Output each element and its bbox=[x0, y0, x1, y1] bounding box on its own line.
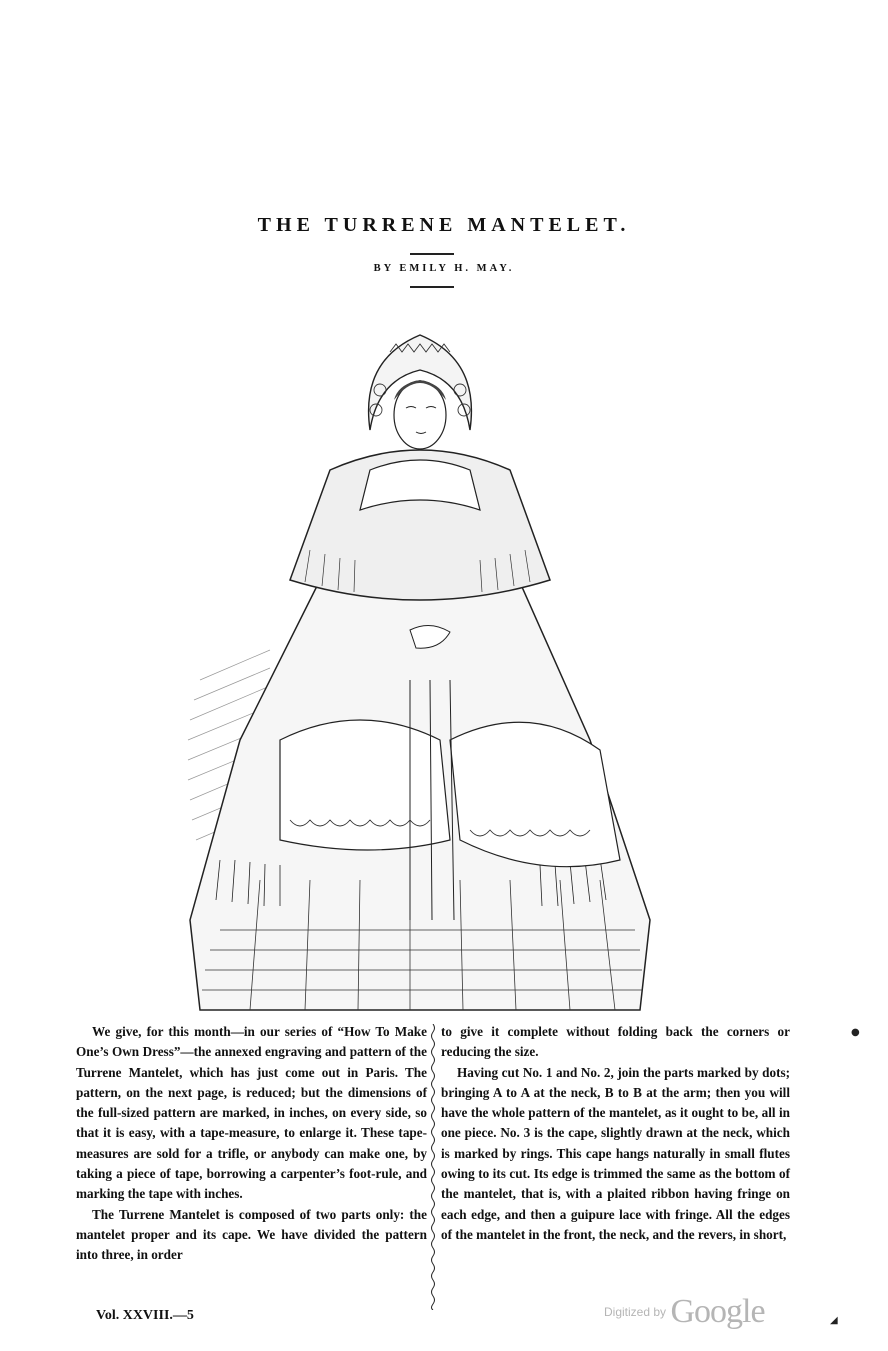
engraving-illustration bbox=[180, 320, 660, 1015]
watermark-prefix: Digitized by bbox=[604, 1305, 667, 1319]
margin-mark: ● bbox=[851, 1027, 860, 1038]
article-byline: BY EMILY H. MAY. bbox=[373, 263, 515, 274]
paragraph: We give, for this month—in our series of “How To Make One’s Own Dress”—the annexed engraving and pattern of the Turrene Mantelet, which has just come out in Paris. The pattern, on the next page, is reduced; but the dimensions of the full-sized pattern are marked, in inches, on every side, so that it is easy, with a tape-measure, to enlarge it. These tape-measures are sold for a trifle, or anybody can make one, by taking a piece of tape, borrowing a carpenter’s foot-rule, and marking the tape with inches. bbox=[76, 1024, 427, 1202]
paragraph: to give it complete without folding back the corners or reducing the size. bbox=[441, 1024, 790, 1060]
digitized-watermark bbox=[604, 1293, 765, 1331]
column-divider bbox=[428, 1024, 438, 1310]
paragraph: The Turrene Mantelet is composed of two parts only: the mantelet proper and its cape. We have divided the pattern into three, in order bbox=[76, 1206, 427, 1263]
watermark-brand: Google bbox=[670, 1293, 765, 1330]
title-rule-bottom bbox=[410, 286, 454, 288]
text-column-left bbox=[76, 1022, 427, 1266]
paragraph: Having cut No. 1 and No. 2, join the parts marked by dots; bringing A to A at the neck, B to B at the arm; then you will have the whole pattern of the mantelet, as it ought to be, all in one piece. No. 3 is the cape, slightly drawn at the neck, which is marked by rings. This cape hangs naturally in small flutes owing to its cut. Its edge is trimmed the same as the bottom of the mantelet, that is, with a plaited ribbon having fringe on each edge, and then a guipure lace with fringe. All the edges of the mantelet in the front, the neck, and the revers, in short, bbox=[441, 1064, 790, 1242]
article-title: THE TURRENE MANTELET. bbox=[257, 214, 631, 236]
text-column-right bbox=[441, 1022, 790, 1245]
volume-footer: Vol. XXVIII.—5 bbox=[96, 1308, 194, 1323]
title-rule-top bbox=[410, 253, 454, 255]
margin-mark: ◢ bbox=[830, 1315, 838, 1326]
